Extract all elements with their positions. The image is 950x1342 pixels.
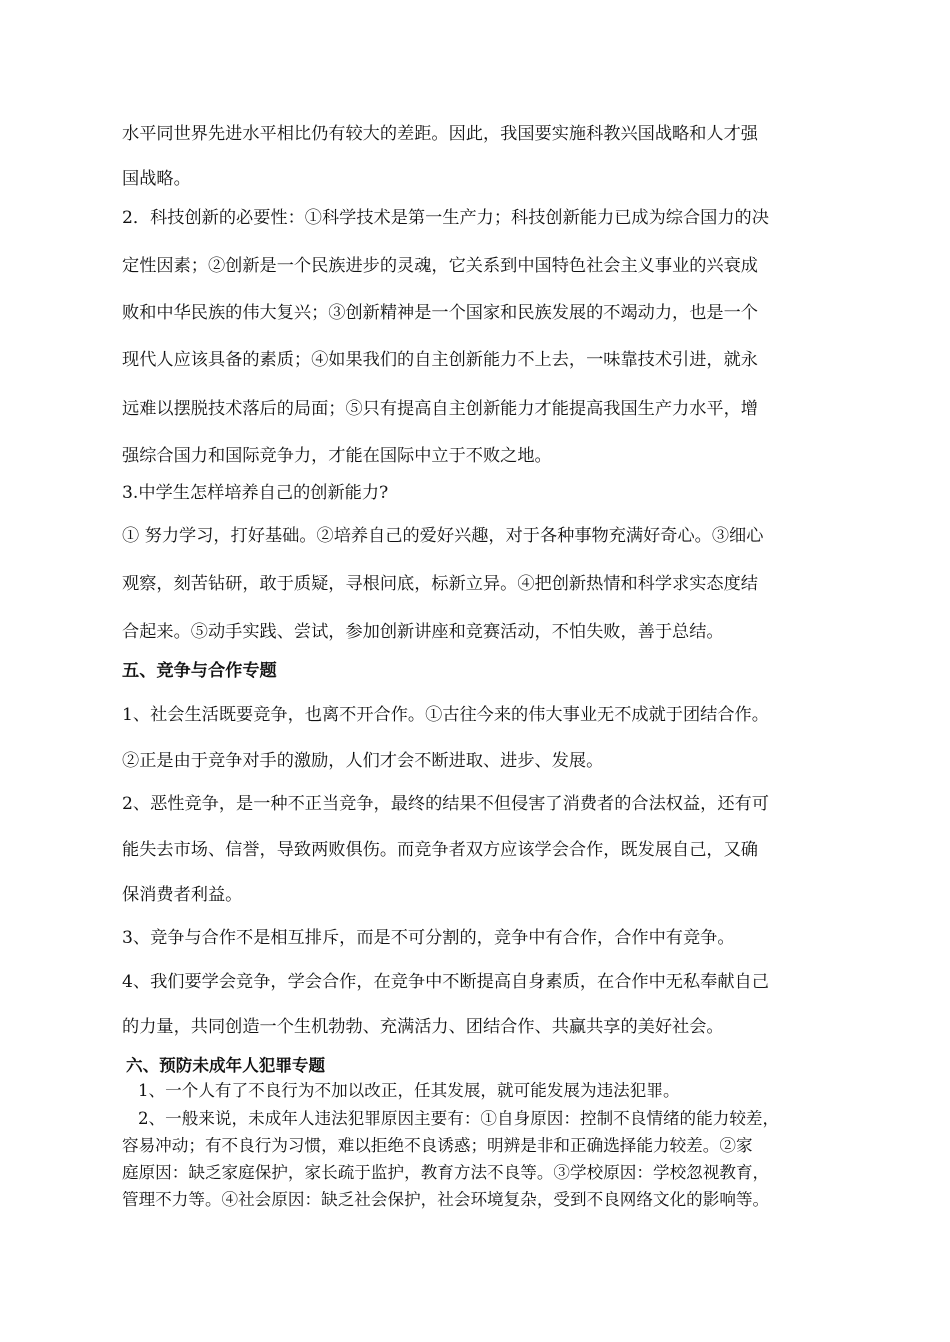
paragraph-line: 现代人应该具备的素质；④如果我们的自主创新能力不上去，一味靠技术引进，就永 — [122, 350, 758, 370]
paragraph-line: 败和中华民族的伟大复兴；③创新精神是一个国家和民族发展的不竭动力，也是一个 — [122, 303, 758, 323]
paragraph-line: 容易冲动；有不良行为习惯，难以拒绝不良诱惑；明辨是非和正确选择能力较差。②家 — [122, 1136, 753, 1155]
section-heading: 五、竞争与合作专题 — [122, 661, 277, 681]
paragraph-line: 保消费者利益。 — [122, 885, 243, 905]
paragraph-line: 定性因素；②创新是一个民族进步的灵魂，它关系到中国特色社会主义事业的兴衰成 — [122, 256, 758, 276]
paragraph-line: 观察，刻苦钻研，敢于质疑，寻根问底，标新立异。④把创新热情和科学求实态度结 — [122, 574, 758, 594]
section-heading: 六、预防未成年人犯罪专题 — [126, 1055, 326, 1075]
paragraph-line: 的力量，共同创造一个生机勃勃、充满活力、团结合作、共赢共享的美好社会。 — [122, 1017, 724, 1037]
paragraph-line: 4、我们要学会竞争，学会合作，在竞争中不断提高自身素质，在合作中无私奉献自己 — [122, 972, 769, 992]
paragraph-line: 2、恶性竞争，是一种不正当竞争，最终的结果不但侵害了消费者的合法权益，还有可 — [122, 794, 769, 814]
paragraph-line: 2、一般来说，未成年人违法犯罪原因主要有：①自身原因：控制不良情绪的能力较差， — [138, 1109, 780, 1128]
paragraph-line: 管理不力等。④社会原因：缺乏社会保护，社会环境复杂，受到不良网络文化的影响等。 — [122, 1190, 770, 1209]
paragraph-line: 1、一个人有了不良行为不加以改正，任其发展，就可能发展为违法犯罪。 — [138, 1081, 680, 1100]
paragraph-line: 3、竞争与合作不是相互排斥，而是不可分割的，竞争中有合作，合作中有竞争。 — [122, 928, 735, 948]
paragraph-line: 能失去市场、信誉，导致两败俱伤。而竞争者双方应该学会合作，既发展自己，又确 — [122, 840, 758, 860]
paragraph-line: 强综合国力和国际竞争力，才能在国际中立于不败之地。 — [122, 446, 552, 466]
paragraph-line: ① 努力学习，打好基础。②培养自己的爱好兴趣，对于各种事物充满好奇心。③细心 — [122, 526, 764, 546]
paragraph-line: 1、社会生活既要竞争，也离不开合作。①古往今来的伟大事业无不成就于团结合作。 — [122, 705, 769, 725]
paragraph-line: ②正是由于竞争对手的激励，人们才会不断进取、进步、发展。 — [122, 751, 604, 771]
question-line: 3.中学生怎样培养自己的创新能力? — [122, 483, 389, 503]
paragraph-line: 远难以摆脱技术落后的局面；⑤只有提高自主创新能力才能提高我国生产力水平，增 — [122, 399, 758, 419]
paragraph-line: 国战略。 — [122, 169, 191, 189]
paragraph-line: 庭原因：缺乏家庭保护，家长疏于监护，教育方法不良等。③学校原因：学校忽视教育， — [122, 1163, 770, 1182]
paragraph-line: 2．科技创新的必要性：①科学技术是第一生产力；科技创新能力已成为综合国力的决 — [122, 208, 769, 228]
paragraph-line: 合起来。⑤动手实践、尝试，参加创新讲座和竞赛活动，不怕失败，善于总结。 — [122, 622, 724, 642]
paragraph-line: 水平同世界先进水平相比仍有较大的差距。因此，我国要实施科教兴国战略和人才强 — [122, 124, 758, 144]
